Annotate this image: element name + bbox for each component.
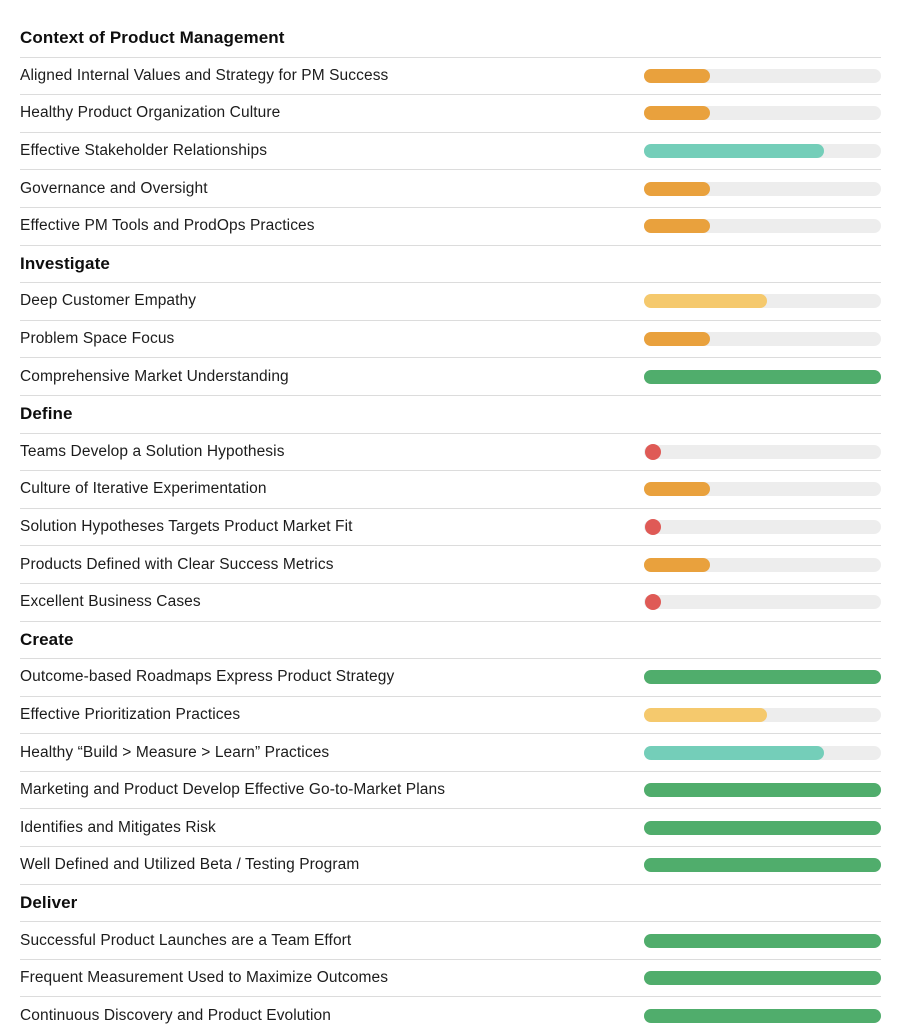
score-bar-track: [644, 445, 881, 459]
score-bar-track: [644, 783, 881, 797]
assessment-row: [20, 809, 881, 847]
assessment-item-label: Culture of Iterative Experimentation: [20, 480, 267, 498]
score-bar-fill: [644, 708, 767, 722]
assessment-item-label: Identifies and Mitigates Risk: [20, 818, 216, 836]
assessment-item-label: Aligned Internal Values and Strategy for PM Success: [20, 66, 389, 84]
assessment-row: [20, 358, 881, 396]
assessment-item-label: Deep Customer Empathy: [20, 292, 197, 310]
assessment-row: [20, 434, 881, 472]
assessment-row: [20, 922, 881, 960]
assessment-row: [20, 772, 881, 810]
score-bar-fill: [644, 182, 710, 196]
score-bar-fill: [644, 821, 881, 835]
assessment-row: [20, 170, 881, 208]
score-bar-fill: [644, 106, 710, 120]
assessment-row: [20, 546, 881, 584]
score-bar-track: [644, 106, 881, 120]
score-bar-fill: [644, 482, 710, 496]
score-bar-fill: [644, 783, 881, 797]
score-bar-fill: [644, 294, 767, 308]
score-bar-track: [644, 746, 881, 760]
assessment-item-label: Healthy Product Organization Culture: [20, 104, 281, 122]
score-bar-fill: [644, 219, 710, 233]
score-dot: [645, 444, 661, 460]
assessment-row: [20, 471, 881, 509]
assessment-row: [20, 95, 881, 133]
score-bar-fill: [644, 370, 881, 384]
assessment-row: [20, 133, 881, 171]
assessment-item-label: Teams Develop a Solution Hypothesis: [20, 442, 285, 460]
section-header: Context of Product Management: [20, 20, 881, 58]
assessment-row: [20, 659, 881, 697]
score-bar-track: [644, 69, 881, 83]
score-bar-track: [644, 370, 881, 384]
score-bar-fill: [644, 558, 710, 572]
score-bar-fill: [644, 69, 710, 83]
section-header: Define: [20, 396, 881, 434]
score-bar-track: [644, 294, 881, 308]
assessment-item-label: Governance and Oversight: [20, 179, 208, 197]
score-bar-fill: [644, 858, 881, 872]
score-bar-track: [644, 708, 881, 722]
assessment-row: [20, 997, 881, 1034]
assessment-item-label: Problem Space Focus: [20, 330, 175, 348]
score-bar-track: [644, 934, 881, 948]
assessment-row: [20, 58, 881, 96]
assessment-item-label: Products Defined with Clear Success Metrics: [20, 555, 334, 573]
assessment-row: [20, 321, 881, 359]
assessment-row: [20, 509, 881, 547]
score-bar-track: [644, 971, 881, 985]
score-bar-fill: [644, 1009, 881, 1023]
assessment-row: [20, 697, 881, 735]
section-header: Create: [20, 622, 881, 660]
score-bar-track: [644, 858, 881, 872]
assessment-row: [20, 208, 881, 246]
assessment-item-label: Healthy “Build > Measure > Learn” Practices: [20, 743, 330, 761]
score-dot: [645, 594, 661, 610]
assessment-item-label: Effective Stakeholder Relationships: [20, 142, 268, 160]
section-header: Investigate: [20, 246, 881, 284]
score-bar-track: [644, 1009, 881, 1023]
assessment-row: [20, 734, 881, 772]
assessment-item-label: Comprehensive Market Understanding: [20, 367, 289, 385]
assessment-item-label: Outcome-based Roadmaps Express Product Strategy: [20, 668, 395, 686]
score-dot: [645, 519, 661, 535]
assessment-row: [20, 960, 881, 998]
score-bar-track: [644, 332, 881, 346]
assessment-item-label: Successful Product Launches are a Team Effort: [20, 931, 352, 949]
assessment-item-label: Effective PM Tools and ProdOps Practices: [20, 217, 315, 235]
assessment-item-label: Well Defined and Utilized Beta / Testing Program: [20, 856, 360, 874]
score-bar-fill: [644, 332, 710, 346]
assessment-item-label: Frequent Measurement Used to Maximize Outcomes: [20, 969, 389, 987]
score-bar-track: [644, 144, 881, 158]
score-bar-fill: [644, 971, 881, 985]
assessment-item-label: Effective Prioritization Practices: [20, 705, 241, 723]
score-bar-track: [644, 670, 881, 684]
assessment-item-label: Continuous Discovery and Product Evolution: [20, 1006, 331, 1024]
assessment-item-label: Solution Hypotheses Targets Product Market Fit: [20, 518, 353, 536]
assessment-item-label: Excellent Business Cases: [20, 593, 201, 611]
score-bar-track: [644, 219, 881, 233]
assessment-row: [20, 283, 881, 321]
score-bar-fill: [644, 934, 881, 948]
assessment-row: [20, 584, 881, 622]
score-bar-track: [644, 182, 881, 196]
score-bar-track: [644, 520, 881, 534]
assessment-row: [20, 847, 881, 885]
score-bar-fill: [644, 670, 881, 684]
score-bar-fill: [644, 144, 824, 158]
score-bar-track: [644, 821, 881, 835]
score-bar-fill: [644, 746, 824, 760]
score-bar-track: [644, 482, 881, 496]
score-bar-track: [644, 595, 881, 609]
section-header: Deliver: [20, 885, 881, 923]
score-bar-track: [644, 558, 881, 572]
assessment-item-label: Marketing and Product Develop Effective Go-to-Market Plans: [20, 781, 446, 799]
